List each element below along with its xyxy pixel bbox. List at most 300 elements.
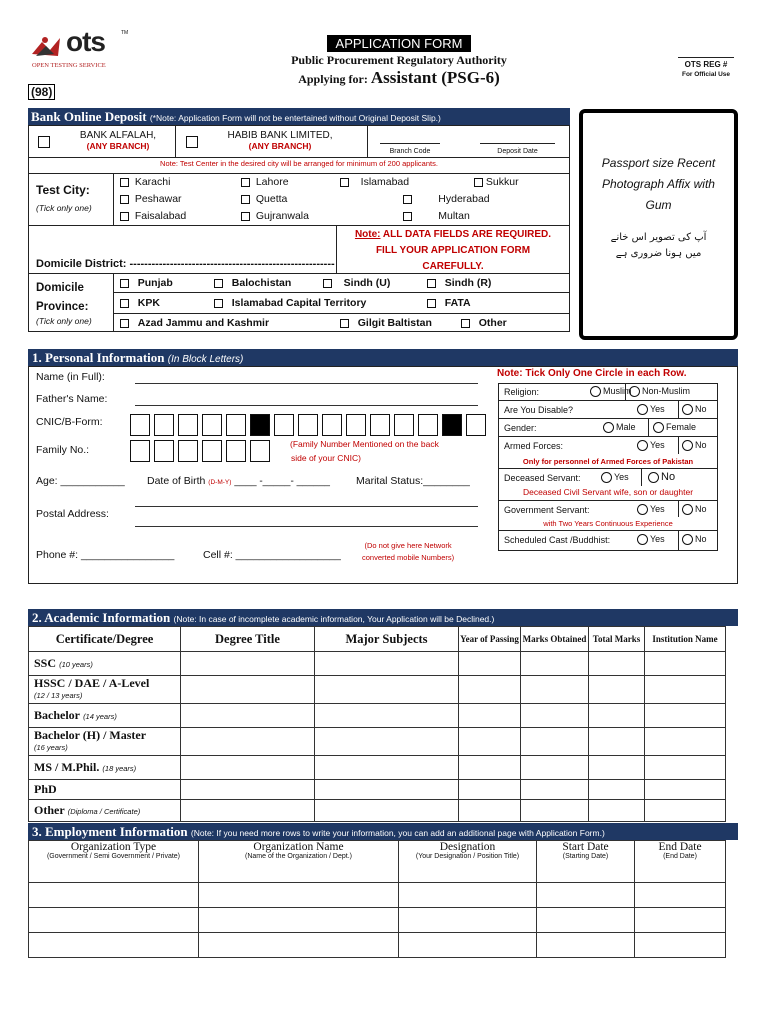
- employment-cell[interactable]: [29, 908, 199, 933]
- academic-note: (Note: In case of incomplete academic information, Your Application will be Declined.): [173, 614, 495, 624]
- form-title: APPLICATION FORM: [327, 35, 471, 52]
- province-other-checkbox[interactable]: [461, 319, 470, 328]
- academic-cell[interactable]: [315, 756, 459, 780]
- cnic-separator: [442, 414, 462, 436]
- personal-title: 1. Personal Information: [32, 350, 165, 365]
- academic-cell[interactable]: [521, 676, 589, 704]
- city-peshawar[interactable]: [120, 193, 182, 205]
- reg-box: [670, 57, 742, 78]
- col-org-name: [199, 841, 399, 883]
- employment-cell[interactable]: [399, 933, 537, 958]
- logo-subtitle: OPEN TESTING SERVICE: [32, 62, 106, 69]
- col-designation-sub: (Your Designation / Position Title): [415, 853, 520, 860]
- cnic-digit-box[interactable]: [130, 414, 150, 436]
- province-sindh-r-checkbox[interactable]: [427, 279, 436, 288]
- non-muslim-radio[interactable]: [629, 386, 640, 397]
- dob-format: (D-M-Y): [208, 479, 232, 486]
- academic-cell[interactable]: [315, 676, 459, 704]
- deceased-yes-option[interactable]: [601, 472, 629, 483]
- armed-no-radio[interactable]: [682, 440, 693, 451]
- caste-no-radio[interactable]: [682, 534, 693, 545]
- deceased-row: [498, 469, 718, 501]
- cnic-digit-box[interactable]: [154, 414, 174, 436]
- govt-yes-option[interactable]: [637, 504, 665, 515]
- province-gb-checkbox[interactable]: [340, 319, 349, 328]
- logo-tm: TM: [121, 30, 129, 36]
- deceased-note: Deceased Civil Servant wife, son or daughter: [522, 487, 694, 497]
- city-karachi-checkbox[interactable]: [120, 178, 129, 187]
- cnic-digit-box[interactable]: [346, 414, 366, 436]
- academic-cell[interactable]: [315, 652, 459, 676]
- disable-row: [498, 401, 718, 419]
- col-org-type: [29, 841, 199, 883]
- province-gb[interactable]: [340, 317, 432, 329]
- position-title: Assistant (PSG-6): [370, 68, 500, 87]
- academic-row-label: [29, 728, 181, 756]
- col-end-date-sub: (End Date): [663, 853, 697, 860]
- disable-no-option[interactable]: [682, 404, 707, 415]
- muslim-radio[interactable]: [590, 386, 601, 397]
- cnic-digit-box[interactable]: [178, 414, 198, 436]
- academic-cell[interactable]: [181, 800, 315, 822]
- city-quetta-checkbox[interactable]: [241, 195, 250, 204]
- phone-note: [362, 540, 454, 564]
- deceased-no-label: No: [661, 471, 676, 483]
- academic-cell[interactable]: [521, 756, 589, 780]
- cnic-digit-box[interactable]: [418, 414, 438, 436]
- employment-row: [29, 883, 726, 908]
- academic-row: [29, 728, 726, 756]
- bank1-name: BANK ALFALAH,: [79, 130, 157, 141]
- academic-cell[interactable]: [589, 780, 645, 800]
- province-sindh-u[interactable]: [323, 277, 390, 289]
- city-quetta-label: Quetta: [255, 193, 288, 205]
- employment-cell[interactable]: [635, 883, 726, 908]
- academic-cell[interactable]: [645, 652, 726, 676]
- required-note-line3: CAREFULLY.: [422, 261, 484, 272]
- academic-cell[interactable]: [521, 728, 589, 756]
- academic-cell[interactable]: [645, 676, 726, 704]
- gender-female-option[interactable]: [653, 422, 696, 433]
- postal-field-line1[interactable]: [135, 506, 478, 507]
- disable-label: Are You Disable?: [504, 405, 574, 415]
- employment-title: 3. Employment Information: [32, 824, 188, 839]
- reg-label: OTS REG #: [684, 60, 728, 69]
- province-other-label: Other: [478, 317, 507, 329]
- cnic-boxes[interactable]: [130, 414, 490, 436]
- caste-no-label: No: [695, 534, 707, 544]
- bank-title: Bank Online Deposit: [31, 109, 147, 124]
- academic-cell[interactable]: [589, 652, 645, 676]
- col-end-date-title: End Date: [658, 841, 702, 853]
- academic-cell[interactable]: [589, 676, 645, 704]
- city-gujranwala-label: Gujranwala: [255, 210, 309, 222]
- province-ajk-label: Azad Jammu and Kashmir: [137, 317, 270, 329]
- disable-yes-option[interactable]: [637, 404, 665, 415]
- academic-cell[interactable]: [459, 704, 521, 728]
- deceased-yes-radio[interactable]: [601, 472, 612, 483]
- province-punjab[interactable]: [120, 277, 173, 289]
- city-hyderabad-label: Hyderabad: [438, 193, 490, 205]
- col-certificate: Certificate/Degree: [29, 627, 181, 652]
- province-fata-checkbox[interactable]: [427, 299, 436, 308]
- photo-line3: Gum: [645, 198, 672, 212]
- col-institution: Institution Name: [645, 627, 726, 652]
- caste-row: [498, 531, 718, 551]
- academic-degree-years: (Diploma / Certificate): [67, 806, 141, 816]
- province-ict-label: Islamabad Capital Territory: [231, 297, 367, 309]
- male-radio[interactable]: [603, 422, 614, 433]
- city-sukkur-checkbox[interactable]: [474, 178, 483, 187]
- academic-degree-years: (14 years): [83, 711, 117, 721]
- academic-cell[interactable]: [181, 780, 315, 800]
- province-sindh-u-label: Sindh (U): [343, 277, 391, 289]
- academic-degree-years: (16 years): [34, 743, 68, 752]
- academic-cell[interactable]: [181, 704, 315, 728]
- armed-label: Armed Forces:: [504, 441, 564, 451]
- employment-table: [28, 840, 726, 958]
- govt-yes-radio[interactable]: [637, 504, 648, 515]
- name-field[interactable]: [135, 383, 478, 384]
- city-islamabad[interactable]: [340, 176, 409, 188]
- academic-row-label: [29, 704, 181, 728]
- province-gb-label: Gilgit Baltistan: [357, 317, 432, 329]
- employment-cell[interactable]: [635, 933, 726, 958]
- academic-cell[interactable]: [315, 704, 459, 728]
- city-faisalabad-checkbox[interactable]: [120, 212, 129, 221]
- phone-note2: converted mobile Numbers): [362, 553, 455, 562]
- academic-table: [28, 626, 726, 822]
- employment-cell[interactable]: [537, 933, 635, 958]
- authority-name: Public Procurement Regulatory Authority: [291, 53, 507, 67]
- postal-field-line2[interactable]: [135, 526, 478, 527]
- academic-cell[interactable]: [459, 652, 521, 676]
- deposit-date-label: Deposit Date: [497, 148, 538, 155]
- family-digit-box[interactable]: [130, 440, 150, 462]
- province-fata[interactable]: [427, 297, 471, 309]
- academic-row-label: [29, 780, 181, 800]
- academic-degree-years: (18 years): [102, 763, 137, 773]
- city-islamabad-checkbox[interactable]: [340, 178, 349, 187]
- academic-degree-years: (12 / 13 years): [34, 691, 83, 700]
- province-sindh-r[interactable]: [427, 277, 491, 289]
- city-lahore-label: Lahore: [255, 176, 289, 188]
- city-hyderabad[interactable]: [403, 193, 490, 205]
- employment-row: [29, 933, 726, 958]
- test-city-hint: (Tick only one): [36, 203, 92, 213]
- col-start-date-title: Start Date: [562, 841, 609, 853]
- academic-degree-name: Bachelor (H) / Master: [34, 728, 147, 742]
- city-islamabad-label: Islamabad: [360, 176, 410, 188]
- marital-field[interactable]: Marital Status:________: [356, 475, 470, 487]
- male-label: Male: [616, 422, 636, 432]
- employment-cell[interactable]: [29, 933, 199, 958]
- academic-cell[interactable]: [645, 780, 726, 800]
- cnic-digit-box[interactable]: [202, 414, 222, 436]
- province-hint: (Tick only one): [36, 316, 92, 326]
- religion-label: Religion:: [504, 387, 540, 397]
- city-peshawar-label: Peshawar: [134, 193, 182, 205]
- official-use: For Official Use: [681, 71, 731, 78]
- employment-cell[interactable]: [635, 908, 726, 933]
- academic-row: [29, 800, 726, 822]
- academic-row: [29, 676, 726, 704]
- academic-row: [29, 756, 726, 780]
- province-kpk-label: KPK: [137, 297, 160, 309]
- family-digit-box[interactable]: [154, 440, 174, 462]
- province-label-line2: Province:: [36, 301, 89, 313]
- province-balochistan[interactable]: [214, 277, 291, 289]
- muslim-label: Muslim: [603, 386, 632, 396]
- religion-non-muslim-option[interactable]: [629, 386, 690, 397]
- employment-cell[interactable]: [537, 883, 635, 908]
- academic-cell[interactable]: [459, 676, 521, 704]
- form-number: (98): [28, 84, 55, 100]
- dob-field[interactable]: [147, 475, 330, 487]
- tick-note: Note: Tick Only One Circle in each Row.: [497, 368, 687, 379]
- province-ict-checkbox[interactable]: [214, 299, 223, 308]
- deceased-no-option[interactable]: [648, 471, 675, 483]
- academic-row-label: [29, 800, 181, 822]
- city-hyderabad-checkbox[interactable]: [403, 195, 412, 204]
- employment-cell[interactable]: [199, 933, 399, 958]
- province-kpk-checkbox[interactable]: [120, 299, 129, 308]
- bank-header: [28, 108, 570, 125]
- photo-line2: Photograph Affix with: [602, 177, 715, 191]
- academic-row-label: [29, 652, 181, 676]
- academic-cell[interactable]: [459, 780, 521, 800]
- employment-note: (Note: If you need more rows to write your information, you can add an additional page with Application Form.): [190, 828, 605, 838]
- logo-text: ots: [66, 26, 105, 57]
- employment-cell[interactable]: [399, 908, 537, 933]
- age-field[interactable]: Age: ___________: [36, 475, 125, 487]
- applying-label: Applying for:: [298, 72, 371, 86]
- cnic-digit-box[interactable]: [394, 414, 414, 436]
- academic-cell[interactable]: [181, 652, 315, 676]
- armed-no-label: No: [695, 440, 707, 450]
- cnic-digit-box[interactable]: [298, 414, 318, 436]
- academic-cell[interactable]: [315, 780, 459, 800]
- required-note-line2: FILL YOUR APPLICATION FORM: [375, 245, 531, 256]
- city-faisalabad[interactable]: [120, 210, 186, 222]
- academic-cell[interactable]: [181, 676, 315, 704]
- cnic-label: CNIC/B-Form:: [36, 416, 103, 428]
- domicile-district[interactable]: Domicile District: --------------------------------------------------------: [36, 258, 335, 270]
- academic-cell[interactable]: [315, 728, 459, 756]
- city-karachi-label: Karachi: [134, 176, 171, 188]
- academic-degree-name: Other: [34, 802, 65, 817]
- non-muslim-label: Non-Muslim: [642, 386, 691, 396]
- dob-blank: ____ -_____- ______: [234, 476, 330, 487]
- armed-no-option[interactable]: [682, 440, 707, 451]
- province-fata-label: FATA: [444, 297, 471, 309]
- province-sindh-u-checkbox[interactable]: [323, 279, 332, 288]
- academic-cell[interactable]: [589, 756, 645, 780]
- govt-yes-label: Yes: [650, 504, 665, 514]
- col-start-date: [537, 841, 635, 883]
- academic-cell[interactable]: [521, 652, 589, 676]
- province-balochistan-label: Balochistan: [231, 277, 292, 289]
- photo-urdu: [583, 230, 734, 262]
- city-lahore-checkbox[interactable]: [241, 178, 250, 187]
- caste-no-option[interactable]: [682, 534, 707, 545]
- academic-row-label: [29, 676, 181, 704]
- city-faisalabad-label: Faisalabad: [134, 210, 187, 222]
- academic-cell[interactable]: [521, 704, 589, 728]
- col-org-name-title: Organization Name: [253, 841, 344, 853]
- branch-code-label: Branch Code: [389, 148, 431, 155]
- province-ajk[interactable]: [120, 317, 269, 329]
- academic-cell[interactable]: [521, 780, 589, 800]
- academic-degree-name: MS / M.Phil.: [34, 759, 100, 774]
- academic-degree-name: SSC: [34, 655, 57, 670]
- bank1-branch: (ANY BRANCH): [86, 141, 150, 151]
- armed-yes-option[interactable]: [637, 440, 665, 451]
- academic-cell[interactable]: [645, 704, 726, 728]
- city-peshawar-checkbox[interactable]: [120, 195, 129, 204]
- city-multan-checkbox[interactable]: [403, 212, 412, 221]
- disable-no-radio[interactable]: [682, 404, 693, 415]
- academic-cell[interactable]: [459, 756, 521, 780]
- academic-cell[interactable]: [181, 728, 315, 756]
- gender-row: [498, 419, 718, 437]
- gender-male-option[interactable]: [603, 422, 636, 433]
- postal-label: Postal Address:: [36, 508, 109, 520]
- family-digit-box[interactable]: [226, 440, 246, 462]
- govt-label: Government Servant:: [504, 505, 590, 515]
- col-major-subjects: Major Subjects: [315, 627, 459, 652]
- province-kpk[interactable]: [120, 297, 160, 309]
- deceased-label: Deceased Servant:: [504, 473, 581, 483]
- city-quetta[interactable]: [241, 193, 287, 205]
- academic-header-row: [29, 627, 726, 652]
- family-boxes[interactable]: [130, 440, 274, 462]
- family-note2: side of your CNIC): [291, 453, 361, 463]
- employment-header: [28, 823, 738, 840]
- disable-no-label: No: [695, 404, 707, 414]
- bank-alfalah-checkbox[interactable]: [38, 136, 50, 148]
- city-karachi[interactable]: [120, 176, 170, 188]
- employment-cell[interactable]: [199, 883, 399, 908]
- academic-cell[interactable]: [589, 800, 645, 822]
- cnic-digit-box[interactable]: [274, 414, 294, 436]
- cnic-digit-box[interactable]: [322, 414, 342, 436]
- name-label: Name (in Full):: [36, 371, 105, 383]
- city-multan[interactable]: [403, 210, 470, 222]
- academic-degree-name: PhD: [34, 781, 57, 796]
- habib-bank-checkbox[interactable]: [186, 136, 198, 148]
- employment-row: [29, 908, 726, 933]
- religion-row: [498, 383, 718, 401]
- bank2-name: HABIB BANK LIMITED,: [227, 130, 333, 141]
- cnic-digit-box[interactable]: [466, 414, 486, 436]
- disable-yes-radio[interactable]: [637, 404, 648, 415]
- photo-box[interactable]: [579, 109, 738, 340]
- cnic-digit-box[interactable]: [370, 414, 390, 436]
- employment-header-row: [29, 841, 726, 883]
- academic-cell[interactable]: [645, 756, 726, 780]
- armed-yes-label: Yes: [650, 440, 665, 450]
- employment-cell[interactable]: [199, 908, 399, 933]
- test-city-label: Test City:: [36, 183, 90, 197]
- col-marks-obtained: Marks Obtained: [521, 627, 589, 652]
- applying-for: [240, 68, 558, 88]
- ots-logo: [28, 26, 138, 72]
- city-multan-label: Multan: [438, 210, 470, 222]
- armed-yes-radio[interactable]: [637, 440, 648, 451]
- province-ajk-checkbox[interactable]: [120, 319, 129, 328]
- col-designation-title: Designation: [439, 841, 496, 853]
- cnic-digit-box[interactable]: [226, 414, 246, 436]
- employment-cell[interactable]: [537, 908, 635, 933]
- academic-cell[interactable]: [181, 756, 315, 780]
- province-punjab-checkbox[interactable]: [120, 279, 129, 288]
- female-radio[interactable]: [653, 422, 664, 433]
- academic-cell[interactable]: [589, 728, 645, 756]
- academic-cell[interactable]: [645, 728, 726, 756]
- cell-field[interactable]: Cell #: __________________: [203, 549, 341, 561]
- family-digit-box[interactable]: [178, 440, 198, 462]
- academic-cell[interactable]: [315, 800, 459, 822]
- photo-urdu1: آپ کی تصویر اس خانے: [610, 232, 707, 243]
- academic-cell[interactable]: [459, 800, 521, 822]
- phone-field[interactable]: Phone #: ________________: [36, 549, 175, 561]
- govt-no-radio[interactable]: [682, 504, 693, 515]
- academic-row: [29, 652, 726, 676]
- academic-cell[interactable]: [521, 800, 589, 822]
- province-punjab-label: Punjab: [137, 277, 173, 289]
- academic-cell[interactable]: [589, 704, 645, 728]
- province-other[interactable]: [461, 317, 507, 329]
- col-year-passing: Year of Passing: [459, 627, 521, 652]
- govt-no-option[interactable]: [682, 504, 707, 515]
- city-sukkur[interactable]: [474, 176, 519, 188]
- caste-yes-radio[interactable]: [637, 534, 648, 545]
- dob-label: Date of Birth: [147, 475, 206, 487]
- employment-cell[interactable]: [29, 883, 199, 908]
- academic-cell[interactable]: [645, 800, 726, 822]
- deceased-no-radio[interactable]: [648, 472, 659, 483]
- father-field[interactable]: [135, 405, 478, 406]
- province-balochistan-checkbox[interactable]: [214, 279, 223, 288]
- caste-yes-option[interactable]: [637, 534, 665, 545]
- govt-row: [498, 501, 718, 531]
- phone-note1: (Do not give here Network: [364, 541, 452, 550]
- province-label-line1: Domicile: [36, 282, 84, 294]
- required-note-prefix: Note:: [354, 229, 381, 240]
- city-lahore[interactable]: [241, 176, 289, 188]
- col-total-marks: Total Marks: [589, 627, 645, 652]
- academic-degree-years: (10 years): [59, 659, 93, 669]
- caste-yes-label: Yes: [650, 534, 665, 544]
- province-label: [36, 279, 88, 317]
- academic-cell[interactable]: [459, 728, 521, 756]
- gender-label: Gender:: [504, 423, 537, 433]
- province-ict[interactable]: [214, 297, 366, 309]
- test-center-note: Note: Test Center in the desired city will be arranged for minimum of 200 applicants.: [160, 159, 438, 168]
- family-digit-box[interactable]: [202, 440, 222, 462]
- family-label: Family No.:: [36, 444, 90, 456]
- employment-cell[interactable]: [399, 883, 537, 908]
- photo-urdu2: میں ہونا ضروری ہے: [615, 248, 702, 259]
- deceased-yes-label: Yes: [614, 472, 629, 482]
- city-gujranwala[interactable]: [241, 210, 309, 222]
- female-label: Female: [666, 422, 697, 432]
- personal-header: [28, 349, 738, 366]
- family-digit-box[interactable]: [250, 440, 270, 462]
- city-gujranwala-checkbox[interactable]: [241, 212, 250, 221]
- govt-note: with Two Years Continuous Experience: [543, 519, 673, 528]
